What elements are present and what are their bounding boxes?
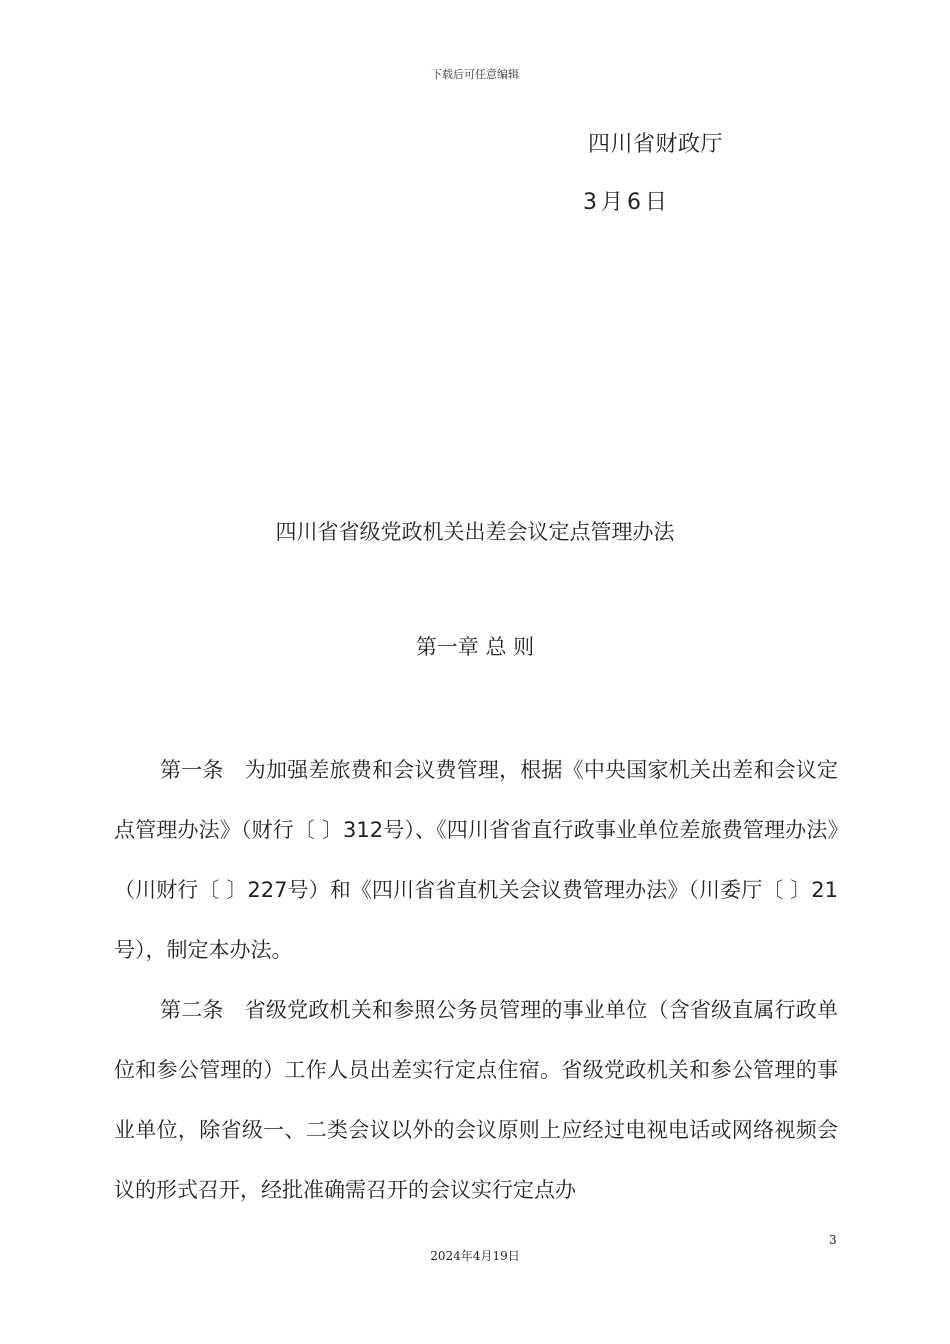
footer-date: 2024年4月19日 [430, 1249, 520, 1263]
article-2-paragraph: 第二条 省级党政机关和参照公务员管理的事业单位（含省级直属行政单位和参公管理的）工作人员出差实行定点住宿。省级党政机关和参公管理的事业单位，除省级一、二类会议以外的会议原则上应经过电视电话或网络视频会议的形式召开，经批准确需召开的会议实行定点办 [114, 998, 838, 1202]
document-title: 四川省省级党政机关出差会议定点管理办法 [275, 520, 675, 544]
chapter-heading: 第一章 总 则 [415, 635, 535, 659]
signing-organization: 四川省财政厅 [588, 132, 724, 157]
signing-date: 3月6日 [583, 190, 671, 215]
document-body [114, 740, 838, 1220]
article-1-paragraph: 第一条 为加强差旅费和会议费管理，根据《中央国家机关出差和会议定点管理办法》（财行〔 〕312号）、《四川省省直行政事业单位差旅费管理办法》（川财行〔 〕227号）和《四川省省直机关会议费管理办法》（川委厅〔 〕21号），制定本办法。 [114, 758, 838, 962]
header-note: 下载后可任意编辑 [431, 68, 519, 81]
page-number: 3 [829, 1233, 837, 1247]
